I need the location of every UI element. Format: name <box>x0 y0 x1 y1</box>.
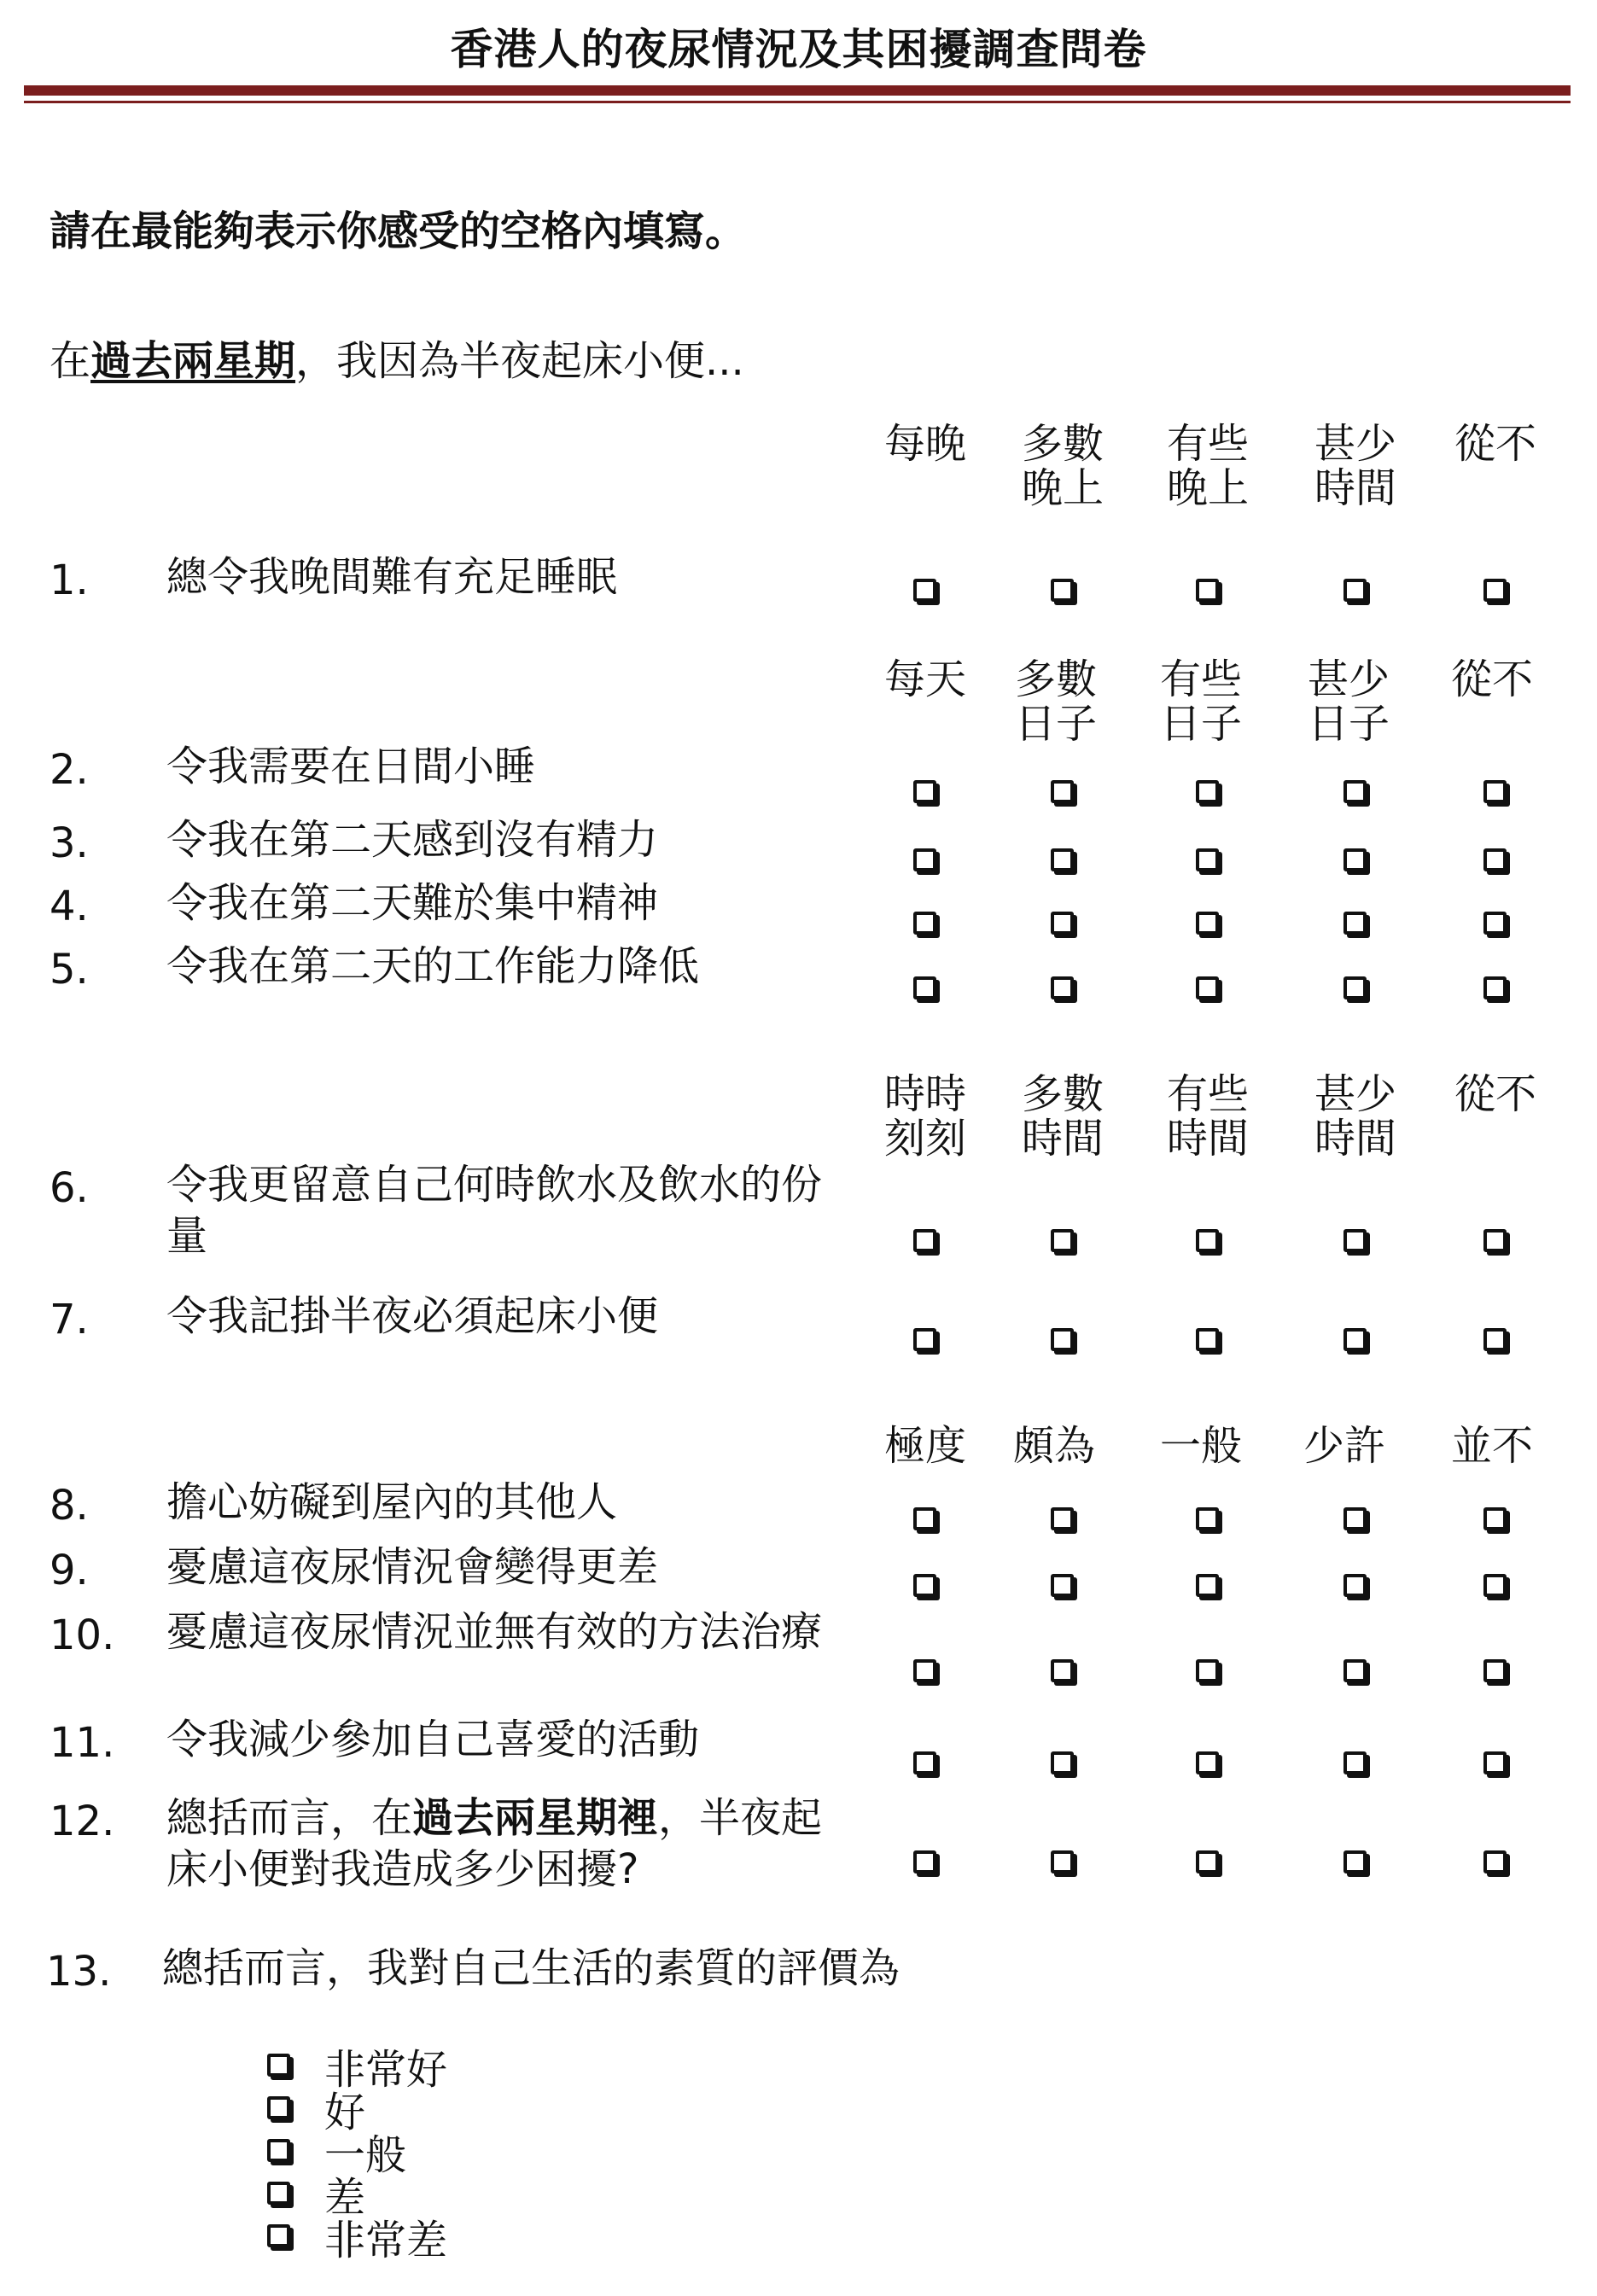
response-checkbox[interactable] <box>1483 1229 1507 1252</box>
response-checkbox[interactable] <box>1196 1328 1219 1351</box>
response-checkbox[interactable] <box>1196 1850 1219 1874</box>
scale2-col2-header: 多數 日子 <box>1014 656 1097 748</box>
q13-option-checkbox[interactable] <box>267 2182 290 2205</box>
scale1-col5-header: 從不 <box>1454 420 1536 468</box>
response-checkbox[interactable] <box>1196 1574 1219 1597</box>
question-text: 憂慮這夜尿情況並無有效的方法治療 <box>166 1608 823 1656</box>
title-divider-thin <box>24 101 1571 103</box>
q13-option-checkbox[interactable] <box>267 2096 290 2119</box>
response-checkbox[interactable] <box>1051 912 1074 935</box>
response-checkbox[interactable] <box>913 1751 936 1774</box>
question-text: 令我在第二天難於集中精神 <box>166 879 659 927</box>
response-checkbox[interactable] <box>1343 1328 1367 1351</box>
question-number: 5. <box>50 946 89 994</box>
question-text: 令我更留意自己何時飲水及飲水的份量 <box>166 1161 823 1260</box>
response-checkbox[interactable] <box>1196 1659 1219 1682</box>
scale3-col4-header: 甚少 時間 <box>1314 1070 1396 1163</box>
response-checkbox[interactable] <box>913 1850 936 1874</box>
q13-option-checkbox[interactable] <box>267 2054 290 2077</box>
question-number: 4. <box>50 883 89 930</box>
scale3-col3-header: 有些 時間 <box>1166 1070 1249 1163</box>
response-checkbox[interactable] <box>913 1659 936 1682</box>
response-checkbox[interactable] <box>913 579 936 602</box>
response-checkbox[interactable] <box>1483 1659 1507 1682</box>
response-checkbox[interactable] <box>1051 1850 1074 1874</box>
scale4-col5-header: 並不 <box>1450 1422 1533 1470</box>
q13-option-label: 差 <box>324 2174 366 2222</box>
scale4-col2-header: 頗為 <box>1012 1422 1095 1470</box>
question-number: 7. <box>50 1296 89 1343</box>
response-checkbox[interactable] <box>1483 579 1507 602</box>
page-title: 香港人的夜尿情況及其困擾調查問卷 <box>450 25 1147 74</box>
q13-option-checkbox[interactable] <box>267 2139 290 2162</box>
instruction-text: 請在最能夠表示你感受的空格內填寫。 <box>50 207 747 255</box>
response-checkbox[interactable] <box>1051 1574 1074 1597</box>
response-checkbox[interactable] <box>1051 1507 1074 1530</box>
response-checkbox[interactable] <box>913 1328 936 1351</box>
response-checkbox[interactable] <box>1483 976 1507 999</box>
scale2-col4-header: 甚少 日子 <box>1307 656 1390 748</box>
response-checkbox[interactable] <box>1343 780 1367 803</box>
response-checkbox[interactable] <box>1196 912 1219 935</box>
question-number: 11. <box>50 1719 115 1767</box>
scale3-col1-header: 時時 刻刻 <box>883 1070 966 1163</box>
response-checkbox[interactable] <box>913 848 936 871</box>
response-checkbox[interactable] <box>1051 1751 1074 1774</box>
response-checkbox[interactable] <box>1343 976 1367 999</box>
response-checkbox[interactable] <box>1051 1328 1074 1351</box>
scale1-col2-header: 多數 晚上 <box>1021 420 1104 512</box>
question-text: 憂慮這夜尿情況會變得更差 <box>166 1543 659 1591</box>
response-checkbox[interactable] <box>1196 976 1219 999</box>
response-checkbox[interactable] <box>1196 780 1219 803</box>
response-checkbox[interactable] <box>1343 1229 1367 1252</box>
scale3-col2-header: 多數 時間 <box>1021 1070 1104 1163</box>
question-number: 2. <box>50 746 89 794</box>
response-checkbox[interactable] <box>1483 848 1507 871</box>
intro-text: 在過去兩星期，我因為半夜起床小便... <box>50 337 744 385</box>
question-text: 擔心妨礙到屋內的其他人 <box>166 1478 618 1526</box>
question-text: 令我在第二天的工作能力降低 <box>166 942 700 990</box>
title-divider <box>24 85 1571 96</box>
scale2-col1-header: 每天 <box>883 656 966 703</box>
question-text: 令我需要在日間小睡 <box>166 743 536 790</box>
response-checkbox[interactable] <box>1483 1328 1507 1351</box>
response-checkbox[interactable] <box>1196 1229 1219 1252</box>
response-checkbox[interactable] <box>913 1574 936 1597</box>
response-checkbox[interactable] <box>1051 1659 1074 1682</box>
scale4-col3-header: 一般 <box>1159 1422 1242 1470</box>
response-checkbox[interactable] <box>1051 1229 1074 1252</box>
intro-emphasis: 過去兩星期 <box>90 337 296 385</box>
scale1-col1-header: 每晚 <box>883 420 966 468</box>
scale1-col4-header: 甚少 時間 <box>1314 420 1396 512</box>
response-checkbox[interactable] <box>1343 1507 1367 1530</box>
q13-option-checkbox[interactable] <box>267 2224 290 2247</box>
scale2-col5-header: 從不 <box>1450 656 1533 703</box>
response-checkbox[interactable] <box>1051 579 1074 602</box>
scale3-col5-header: 從不 <box>1454 1070 1536 1118</box>
question-number: 6. <box>50 1164 89 1212</box>
response-checkbox[interactable] <box>1051 848 1074 871</box>
q13-option-label: 一般 <box>324 2131 407 2179</box>
q13-option-label: 好 <box>324 2089 366 2136</box>
question-text: 總括而言，在過去兩星期裡，半夜起床小便對我造成多少困擾? <box>166 1794 823 1893</box>
response-checkbox[interactable] <box>1196 848 1219 871</box>
response-checkbox[interactable] <box>1343 1850 1367 1874</box>
scale2-col3-header: 有些 日子 <box>1159 656 1242 748</box>
response-checkbox[interactable] <box>1343 1659 1367 1682</box>
response-checkbox[interactable] <box>1343 848 1367 871</box>
question-number: 12. <box>50 1798 115 1845</box>
scale4-col4-header: 少許 <box>1303 1422 1385 1470</box>
response-checkbox[interactable] <box>1051 780 1074 803</box>
question-text: 總令我晚間難有充足睡眠 <box>166 553 618 601</box>
question-number: 1. <box>50 557 89 604</box>
question-number: 8. <box>50 1482 89 1530</box>
response-checkbox[interactable] <box>1483 1751 1507 1774</box>
question-text: 令我在第二天感到沒有精力 <box>166 816 659 864</box>
response-checkbox[interactable] <box>1343 579 1367 602</box>
question-number: 3. <box>50 819 89 867</box>
response-checkbox[interactable] <box>913 976 936 999</box>
response-checkbox[interactable] <box>1483 780 1507 803</box>
response-checkbox[interactable] <box>913 780 936 803</box>
response-checkbox[interactable] <box>1196 579 1219 602</box>
scale1-col3-header: 有些 晚上 <box>1166 420 1249 512</box>
question-text: 令我記掛半夜必須起床小便 <box>166 1292 659 1340</box>
response-checkbox[interactable] <box>1483 1507 1507 1530</box>
question-number: 9. <box>50 1547 89 1594</box>
question-text: 令我減少參加自己喜愛的活動 <box>166 1716 700 1763</box>
question-text: 總括而言，我對自己生活的素質的評價為 <box>162 1944 900 1992</box>
response-checkbox[interactable] <box>1483 1850 1507 1874</box>
response-checkbox[interactable] <box>1343 1751 1367 1774</box>
response-checkbox[interactable] <box>1343 912 1367 935</box>
response-checkbox[interactable] <box>913 912 936 935</box>
question-number: 10. <box>50 1611 115 1659</box>
response-checkbox[interactable] <box>913 1229 936 1252</box>
response-checkbox[interactable] <box>913 1507 936 1530</box>
question-number: 13. <box>46 1948 112 1996</box>
q13-option-label: 非常差 <box>324 2217 448 2264</box>
response-checkbox[interactable] <box>1051 976 1074 999</box>
response-checkbox[interactable] <box>1196 1751 1219 1774</box>
scale4-col1-header: 極度 <box>883 1422 966 1470</box>
q13-option-label: 非常好 <box>324 2046 448 2094</box>
question-emphasis: 過去兩星期裡 <box>412 1794 659 1842</box>
response-checkbox[interactable] <box>1483 1574 1507 1597</box>
response-checkbox[interactable] <box>1196 1507 1219 1530</box>
response-checkbox[interactable] <box>1483 912 1507 935</box>
response-checkbox[interactable] <box>1343 1574 1367 1597</box>
